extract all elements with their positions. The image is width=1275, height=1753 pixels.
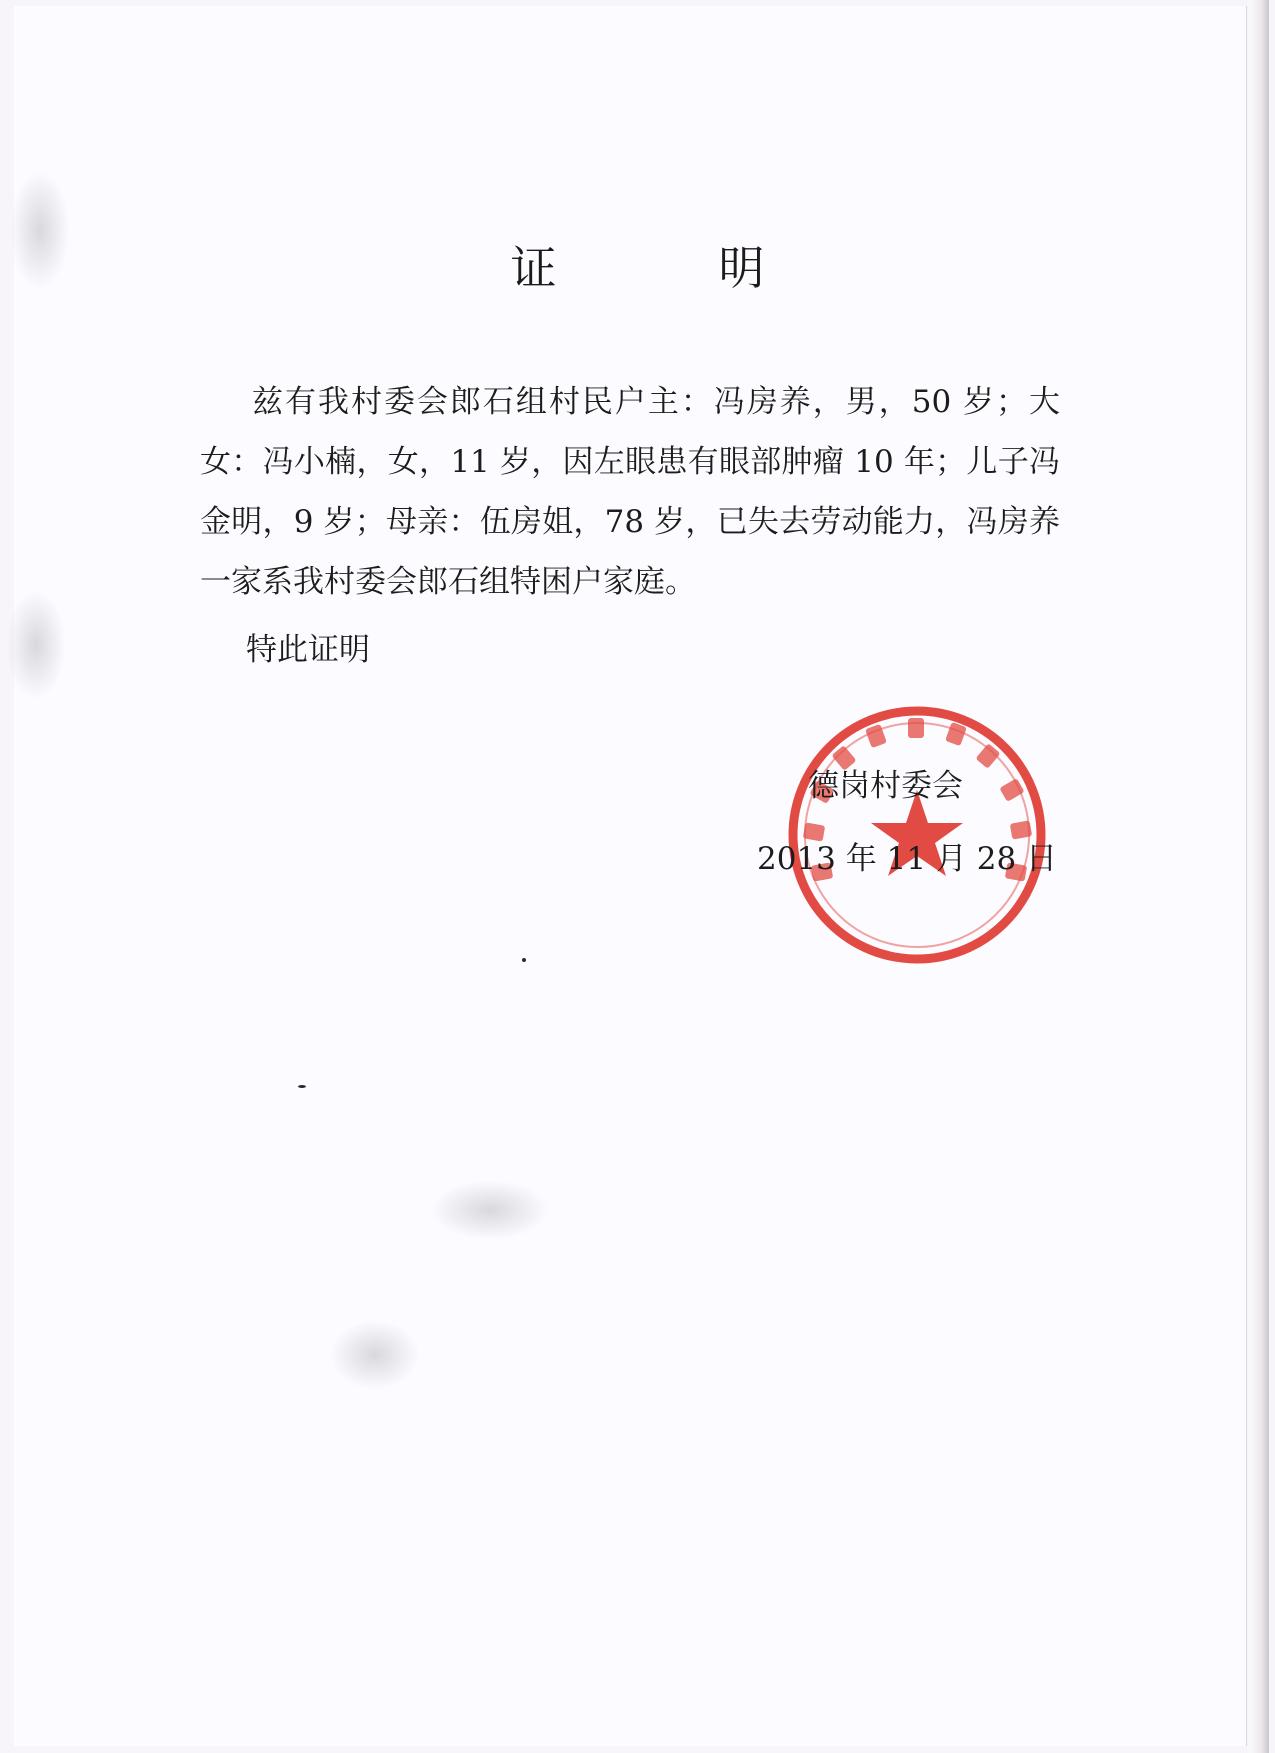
scan-smudge bbox=[430, 1180, 550, 1240]
closing-line: 特此证明 bbox=[246, 632, 370, 668]
certificate-body bbox=[200, 372, 1060, 612]
page-title: 证 明 bbox=[510, 241, 823, 295]
scan-speck bbox=[298, 1085, 306, 1088]
issuing-organization: 德岗村委会 bbox=[808, 768, 963, 804]
scan-smudge bbox=[330, 1320, 420, 1390]
issue-date: 2013 年 11 月 28 日 bbox=[757, 841, 1058, 877]
certificate-paragraph: 兹有我村委会郎石组村民户主：冯房养，男，50 岁；大女：冯小楠，女，11 岁，因左眼患有眼部肿瘤 10 年；儿子冯金明，9 岁；母亲：伍房姐，78 岁，已失去劳动能力，冯房养一家系我村委会郎石组特困户家庭。 bbox=[200, 384, 1060, 600]
scan-smudge bbox=[6, 590, 66, 700]
scan-speck bbox=[522, 958, 526, 962]
